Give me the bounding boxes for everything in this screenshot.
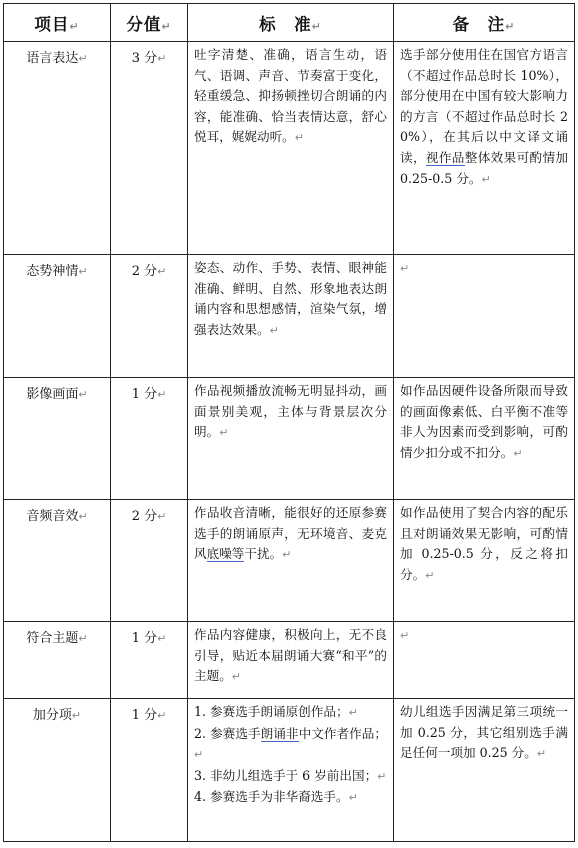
- row-score: 2 分↵: [111, 255, 188, 378]
- row-standard: [188, 699, 394, 842]
- bonus-item: 3. 非幼儿组选手于 6 岁前出国；↵: [194, 767, 387, 783]
- row-standard: 吐字清楚、准确，语言生动，语气、语调、声音、节奏富于变化，轻重缓急、抑扬顿挫切合朗诵的内容，能准确、恰当表情达意，舒心悦耳，娓娓动听。↵: [188, 42, 394, 255]
- table-row: [4, 500, 575, 622]
- table-row: [4, 622, 575, 699]
- bonus-item: 2. 参赛选手朗诵非中文作者作品；↵: [194, 725, 387, 762]
- row-note: 如作品使用了契合内容的配乐且对朗诵效果无影响，可酌情加 0.25-0.5 分，反之将扣分。↵: [394, 500, 575, 622]
- row-note: 如作品因硬件设备所限而导致的画面像素低、白平衡不准等非人为因素而受到影响，可酌情少扣分或不扣分。↵: [394, 378, 575, 500]
- header-row: [4, 4, 575, 42]
- row-note: ↵: [394, 255, 575, 378]
- table-row: [4, 378, 575, 500]
- table-row: [4, 699, 575, 842]
- bonus-item: 1. 参赛选手朗诵原创作品；↵: [194, 704, 358, 719]
- row-item: 加分项↵: [4, 699, 111, 842]
- row-standard: 作品视频播放流畅无明显抖动，画面景别美观，主体与背景层次分明。↵: [188, 378, 394, 500]
- row-score: 3 分↵: [111, 42, 188, 255]
- row-note: ↵: [394, 622, 575, 699]
- row-item: 态势神情↵: [4, 255, 111, 378]
- row-item: 语言表达↵: [4, 42, 111, 255]
- bonus-item: 4. 参赛选手为非华裔选手。↵: [194, 789, 358, 805]
- row-note: 幼儿组选手因满足第三项统一加 0.25 分，其它组别选手满足任何一项加 0.25 分。↵: [394, 699, 575, 842]
- row-score: 2 分↵: [111, 500, 188, 622]
- header-standard: 标 准↵: [188, 4, 394, 42]
- row-score: 1 分↵: [111, 378, 188, 500]
- table-row: [4, 42, 575, 255]
- scoring-table: [3, 3, 575, 842]
- row-item: 影像画面↵: [4, 378, 111, 500]
- row-item: 符合主题↵: [4, 622, 111, 699]
- row-standard: 作品内容健康，积极向上，无不良引导，贴近本届朗诵大赛“和平”的主题。↵: [188, 622, 394, 699]
- header-item: 项目↵: [4, 4, 111, 42]
- table-row: [4, 255, 575, 378]
- row-score: 1 分↵: [111, 622, 188, 699]
- row-standard: 作品收音清晰，能很好的还原参赛选手的朗诵原声，无环境音、麦克风底噪等干扰。↵: [188, 500, 394, 622]
- header-note: 备 注↵: [394, 4, 575, 42]
- row-score: 1 分↵: [111, 699, 188, 842]
- row-item: 音频音效↵: [4, 500, 111, 622]
- header-score: 分值↵: [111, 4, 188, 42]
- row-standard: 姿态、动作、手势、表情、眼神能准确、鲜明、自然、形象地表达朗诵内容和思想感情，渲染气氛，增强表达效果。↵: [188, 255, 394, 378]
- row-note: 选手部分使用住在国官方语言（不超过作品总时长 10%），部分使用在中国有较大影响力的方言（不超过作品总时长 20%），在其后以中文译文诵读，视作品整体效果可酌情加 0.25-0.5 分。↵: [394, 42, 575, 255]
